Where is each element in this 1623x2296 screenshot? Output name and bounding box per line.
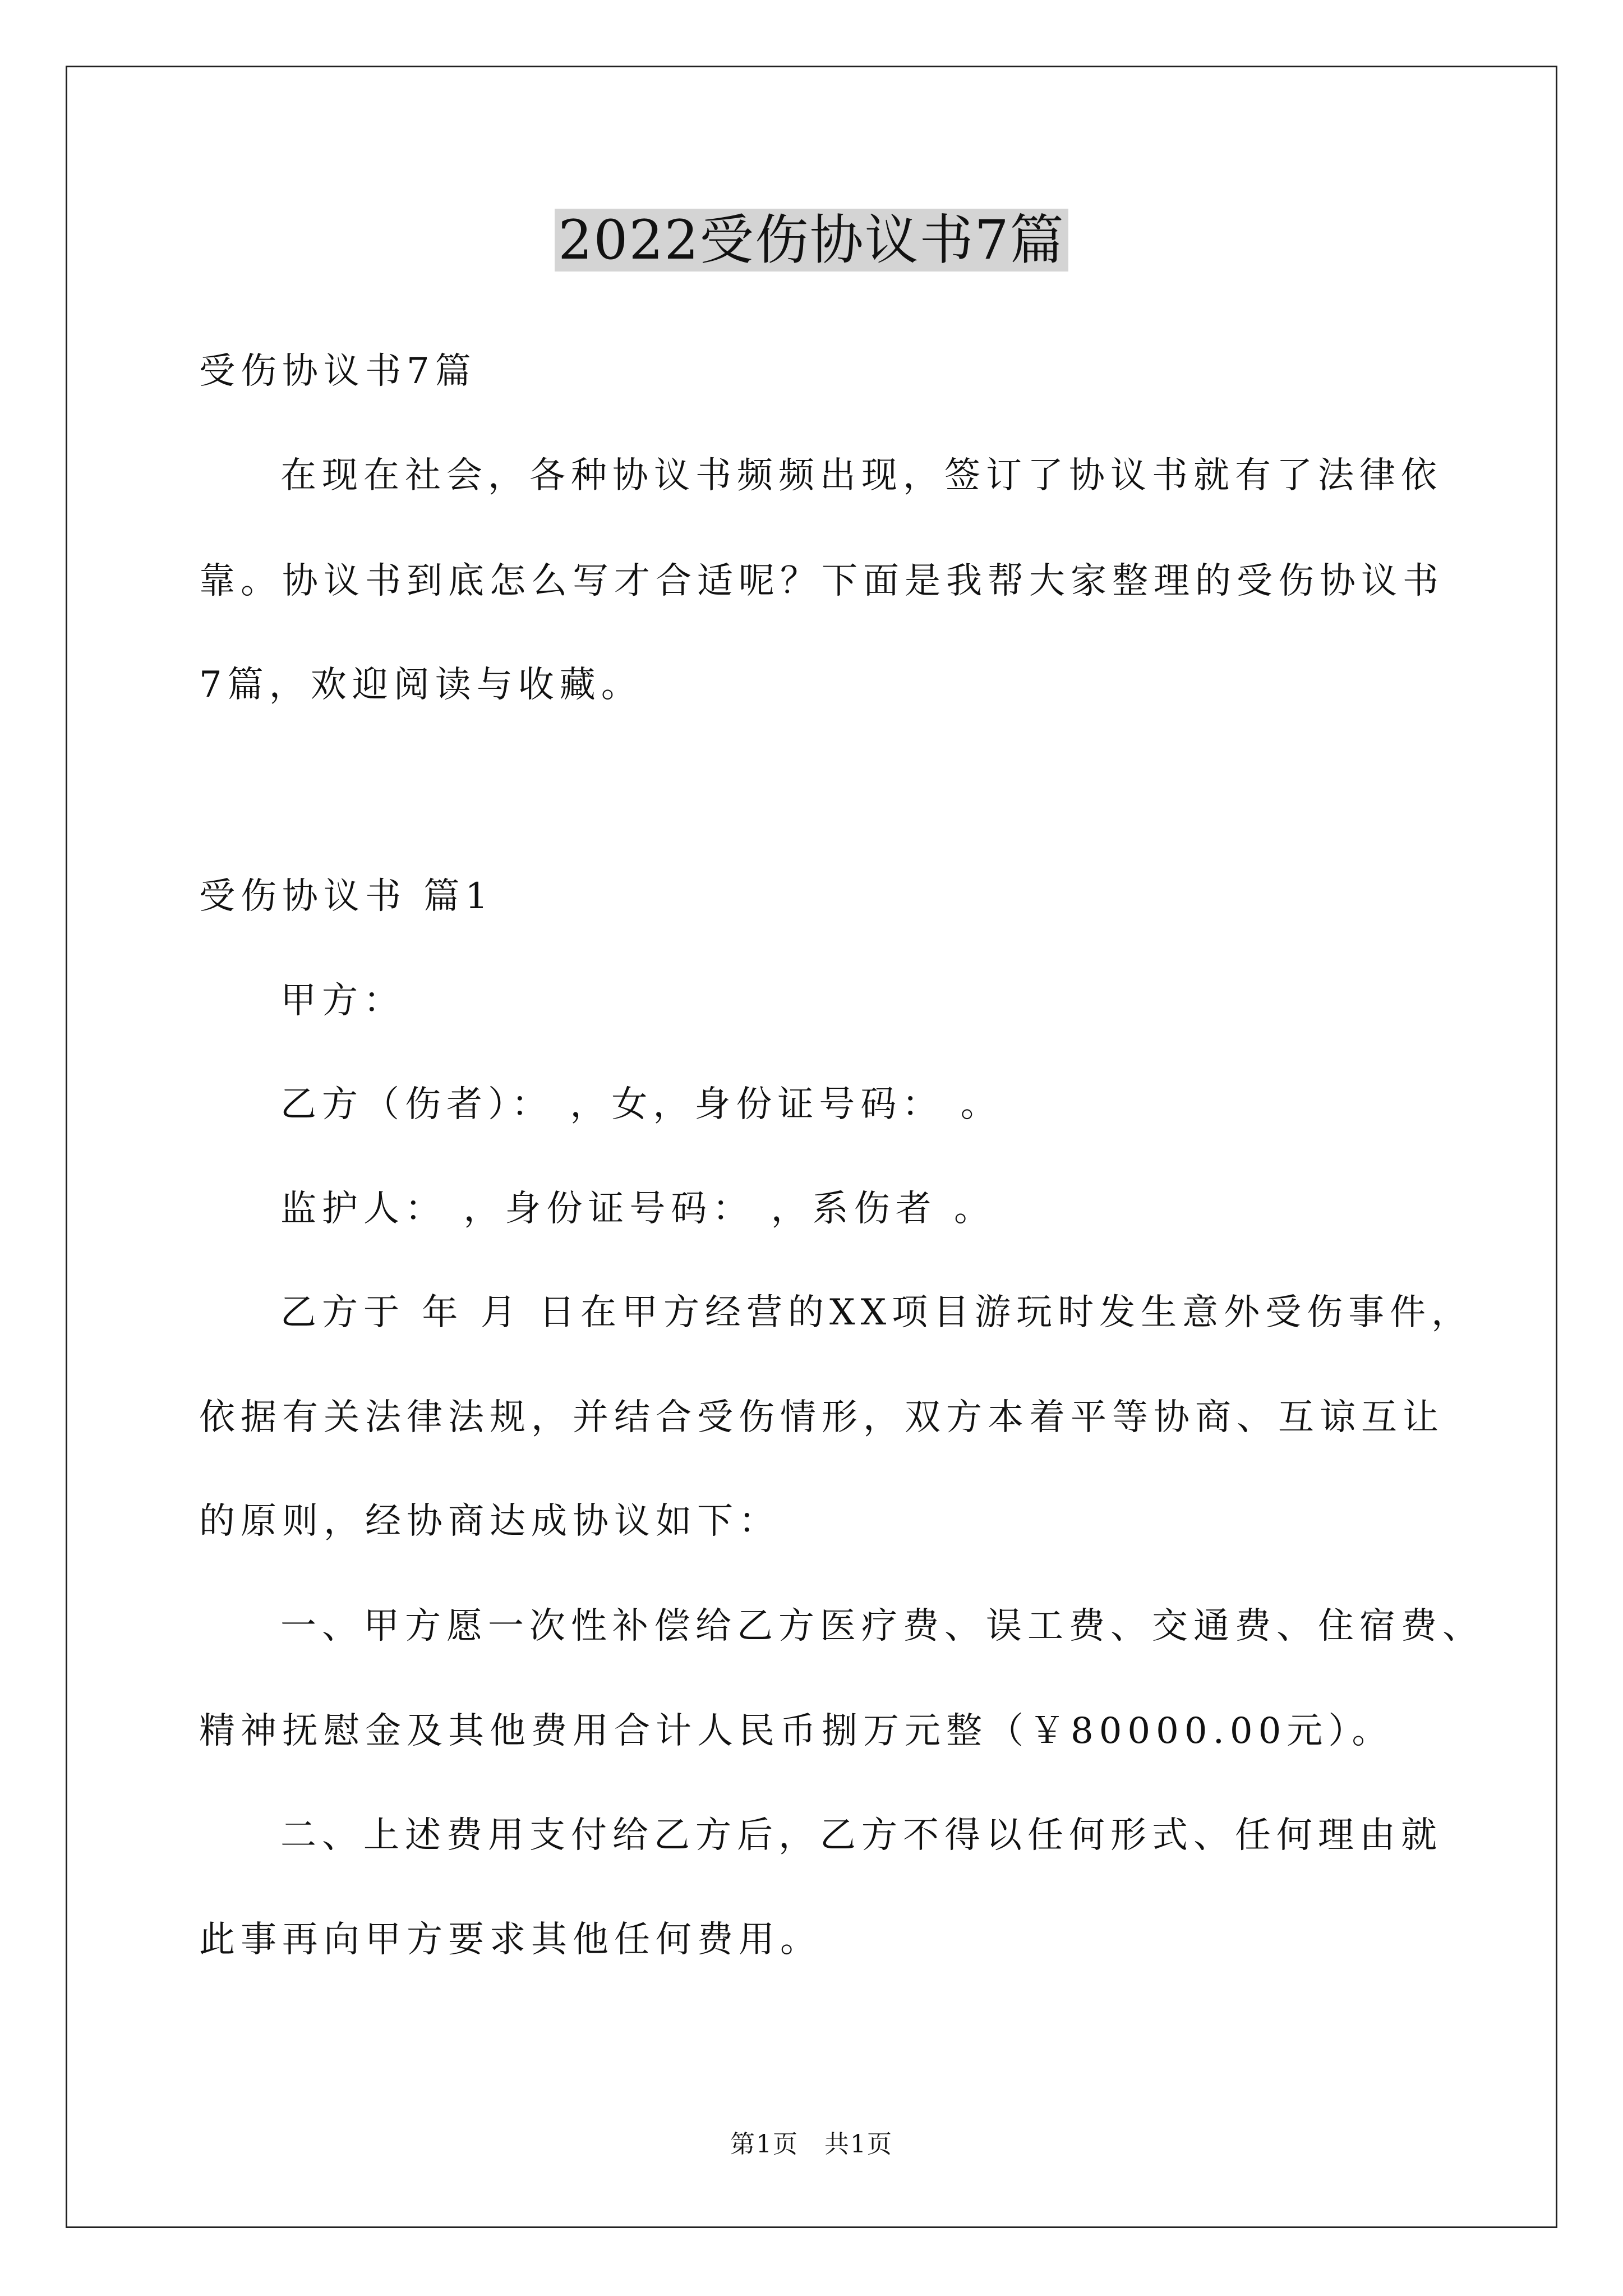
- section-heading: 受伤协议书 篇1: [199, 876, 494, 917]
- subtitle: 受伤协议书7篇: [199, 351, 477, 392]
- intro-line-2: 靠。协议书到底怎么写才合适呢？下面是我帮大家整理的受伤协议书: [199, 560, 1444, 602]
- incident-line-3: 的原则，经协商达成协议如下：: [199, 1501, 780, 1542]
- clause-2-line-1: 二、上述费用支付给乙方后，乙方不得以任何形式、任何理由就: [280, 1815, 1442, 1856]
- document-title: 2022受伤协议书7篇: [555, 209, 1068, 272]
- clause-1-line-1: 一、甲方愿一次性补偿给乙方医疗费、误工费、交通费、住宿费、: [280, 1605, 1484, 1647]
- incident-line-1: 乙方于 年 月 日在甲方经营的XX项目游玩时发生意外受伤事件，: [280, 1292, 1473, 1333]
- clause-2-line-2: 此事再向甲方要求其他任何费用。: [199, 1919, 822, 1961]
- guardian: 监护人： ，身份证号码： ，系伤者 。: [280, 1188, 996, 1230]
- party-a: 甲方：: [280, 980, 405, 1022]
- intro-line-3: 7篇，欢迎阅读与收藏。: [199, 664, 643, 706]
- title-container: [0, 209, 1623, 272]
- intro-line-1: 在现在社会，各种协议书频频出现，签订了协议书就有了法律依: [280, 455, 1442, 496]
- page-footer: 第1页 共1页: [730, 2130, 893, 2159]
- clause-1-line-2: 精神抚慰金及其他费用合计人民币捌万元整（￥80000.00元）。: [199, 1710, 1394, 1752]
- party-b: 乙方（伤者）： ，女，身份证号码： 。: [280, 1084, 1002, 1125]
- incident-line-2: 依据有关法律法规，并结合受伤情形，双方本着平等协商、互谅互让: [199, 1397, 1444, 1438]
